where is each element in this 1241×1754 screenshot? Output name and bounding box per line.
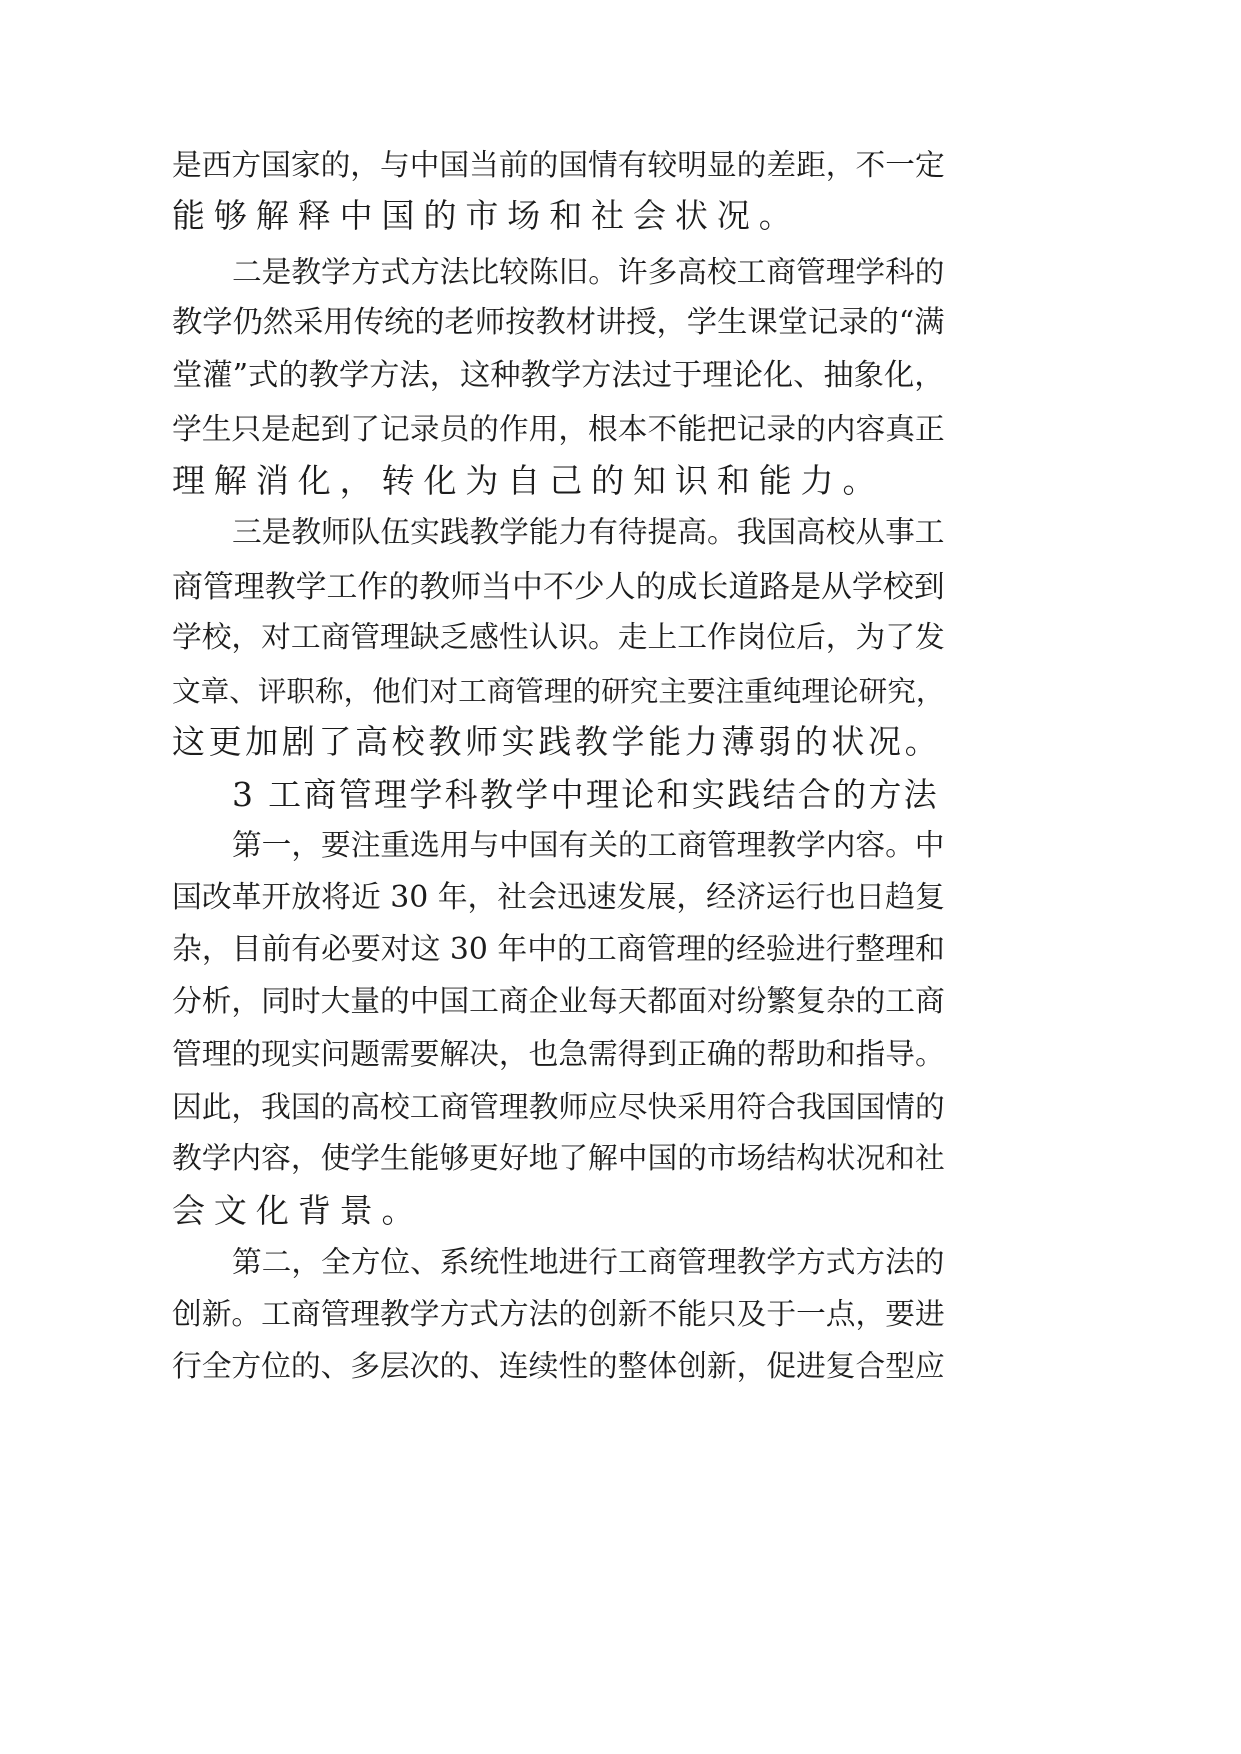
text-line: 分析，同时大量的中国工商企业每天都面对纷繁复杂的工商: [172, 984, 945, 1019]
text-line: 三是教师队伍实践教学能力有待提高。我国高校从事工: [232, 515, 945, 550]
text-line: 教学仍然采用传统的老师按教材讲授，学生课堂记录的“满: [172, 305, 945, 340]
text-line: 第二，全方位、系统性地进行工商管理教学方式方法的: [232, 1245, 945, 1280]
text-line: 理解消化，转化为自己的知识和能力。: [172, 461, 885, 500]
text-line: 管理的现实问题需要解决，也急需得到正确的帮助和指导。: [172, 1037, 945, 1072]
text-line: 这更加剧了高校教师实践教学能力薄弱的状况。: [172, 722, 942, 761]
text-line: 国改革开放将近 30 年，社会迅速发展，经济运行也日趋复: [172, 880, 945, 915]
text-line: 文章、评职称，他们对工商管理的研究主要注重纯理论研究，: [172, 674, 945, 708]
text-line: 能够解释中国的市场和社会状况。: [172, 196, 801, 235]
text-line: 商管理教学工作的教师当中不少人的成长道路是从学校到: [172, 569, 945, 605]
text-line: 行全方位的、多层次的、连续性的整体创新，促进复合型应: [172, 1349, 945, 1384]
text-line: 杂，目前有必要对这 30 年中的工商管理的经验进行整理和: [172, 932, 945, 967]
text-line: 教学内容，使学生能够更好地了解中国的市场结构状况和社: [172, 1141, 945, 1176]
text-line: 第一，要注重选用与中国有关的工商管理教学内容。中: [232, 828, 945, 863]
text-line: 二是教学方式方法比较陈旧。许多高校工商管理学科的: [232, 255, 945, 290]
text-line: 因此，我国的高校工商管理教师应尽快采用符合我国国情的: [172, 1090, 945, 1125]
text-line: 会文化背景。: [172, 1191, 424, 1230]
text-line: 堂灌”式的教学方法，这种教学方法过于理论化、抽象化，: [172, 358, 945, 393]
text-line: 是西方国家的，与中国当前的国情有较明显的差距，不一定: [172, 148, 945, 183]
section-heading: 3 工商管理学科教学中理论和实践结合的方法: [232, 775, 939, 814]
text-line: 学生只是起到了记录员的作用，根本不能把记录的内容真正: [172, 412, 945, 447]
text-line: 学校，对工商管理缺乏感性认识。走上工作岗位后，为了发: [172, 620, 945, 655]
text-line: 创新。工商管理教学方式方法的创新不能只及于一点，要进: [172, 1297, 945, 1332]
